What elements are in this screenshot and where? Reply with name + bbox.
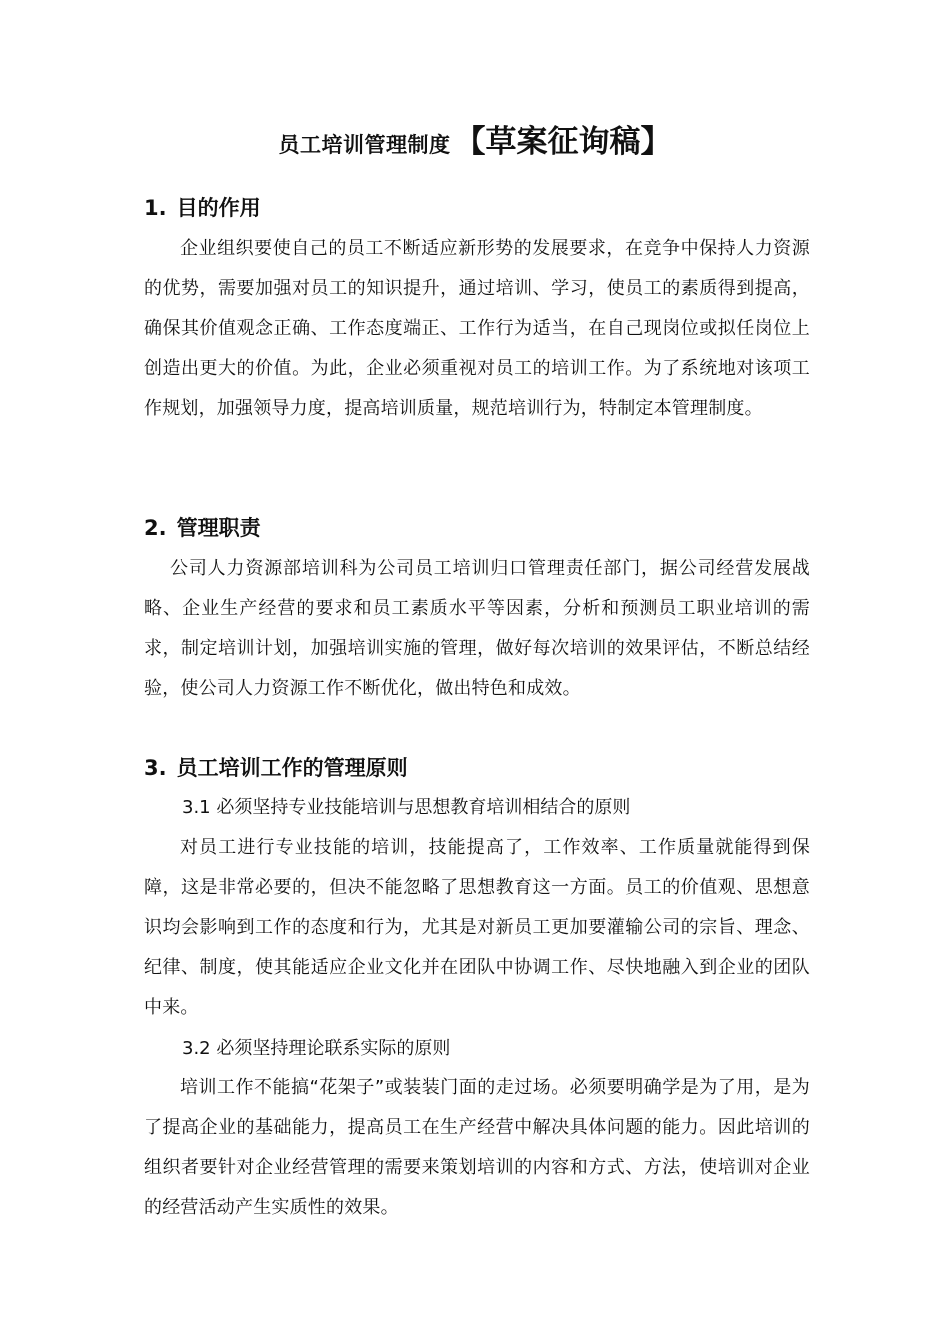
title-suffix: 【草案征询稿】 [454,124,672,160]
title-text: 员工培训管理制度 [278,133,451,157]
section-heading-2 [144,512,261,542]
section-heading-3 [144,752,408,782]
section-number: 2. [144,516,167,540]
section-2-paragraph: 公司人力资源部培训科为公司员工培训归口管理责任部门，据公司经营发展战略、企业生产经营的要求和员工素质水平等因素，分析和预测员工职业培训的需求，制定培训计划，加强培训实施的管理，做好每次培训的效果评估，不断总结经验，使公司人力资源工作不断优化，做出特色和成效。 [144,558,810,699]
section-heading-1 [144,192,261,222]
section-title: 管理职责 [176,516,261,540]
subsection-heading-3-1: 3.1 必须坚持专业技能培训与思想教育培训相结合的原则 [182,797,631,818]
section-number: 3. [144,756,167,780]
section-1-paragraph: 企业组织要使自己的员工不断适应新形势的发展要求，在竞争中保持人力资源的优势，需要加强对员工的知识提升，通过培训、学习，使员工的素质得到提高，确保其价值观念正确、工作态度端正、工作行为适当，在自己现岗位或拟任岗位上创造出更大的价值。为此，企业必须重视对员工的培训工作。为了系统地对该项工作规划，加强领导力度，提高培训质量，规范培训行为，特制定本管理制度。 [144,238,810,419]
section-number: 1. [144,196,167,220]
subsection-heading-3-2: 3.2 必须坚持理论联系实际的原则 [182,1038,451,1059]
document-title [0,116,950,161]
subsection-3-2-paragraph: 培训工作不能搞“花架子”或装装门面的走过场。必须要明确学是为了用，是为了提高企业的基础能力，提高员工在生产经营中解决具体问题的能力。因此培训的组织者要针对企业经营管理的需要来策划培训的内容和方式、方法，使培训对企业的经营活动产生实质性的效果。 [144,1077,810,1218]
subsection-3-1-paragraph: 对员工进行专业技能的培训，技能提高了，工作效率、工作质量就能得到保障，这是非常必要的，但决不能忽略了思想教育这一方面。员工的价值观、思想意识均会影响到工作的态度和行为，尤其是对新员工更加要灌输公司的宗旨、理念、纪律、制度，使其能适应企业文化并在团队中协调工作、尽快地融入到企业的团队中来。 [144,837,810,1018]
section-title: 目的作用 [176,196,261,220]
section-title: 员工培训工作的管理原则 [176,756,408,780]
